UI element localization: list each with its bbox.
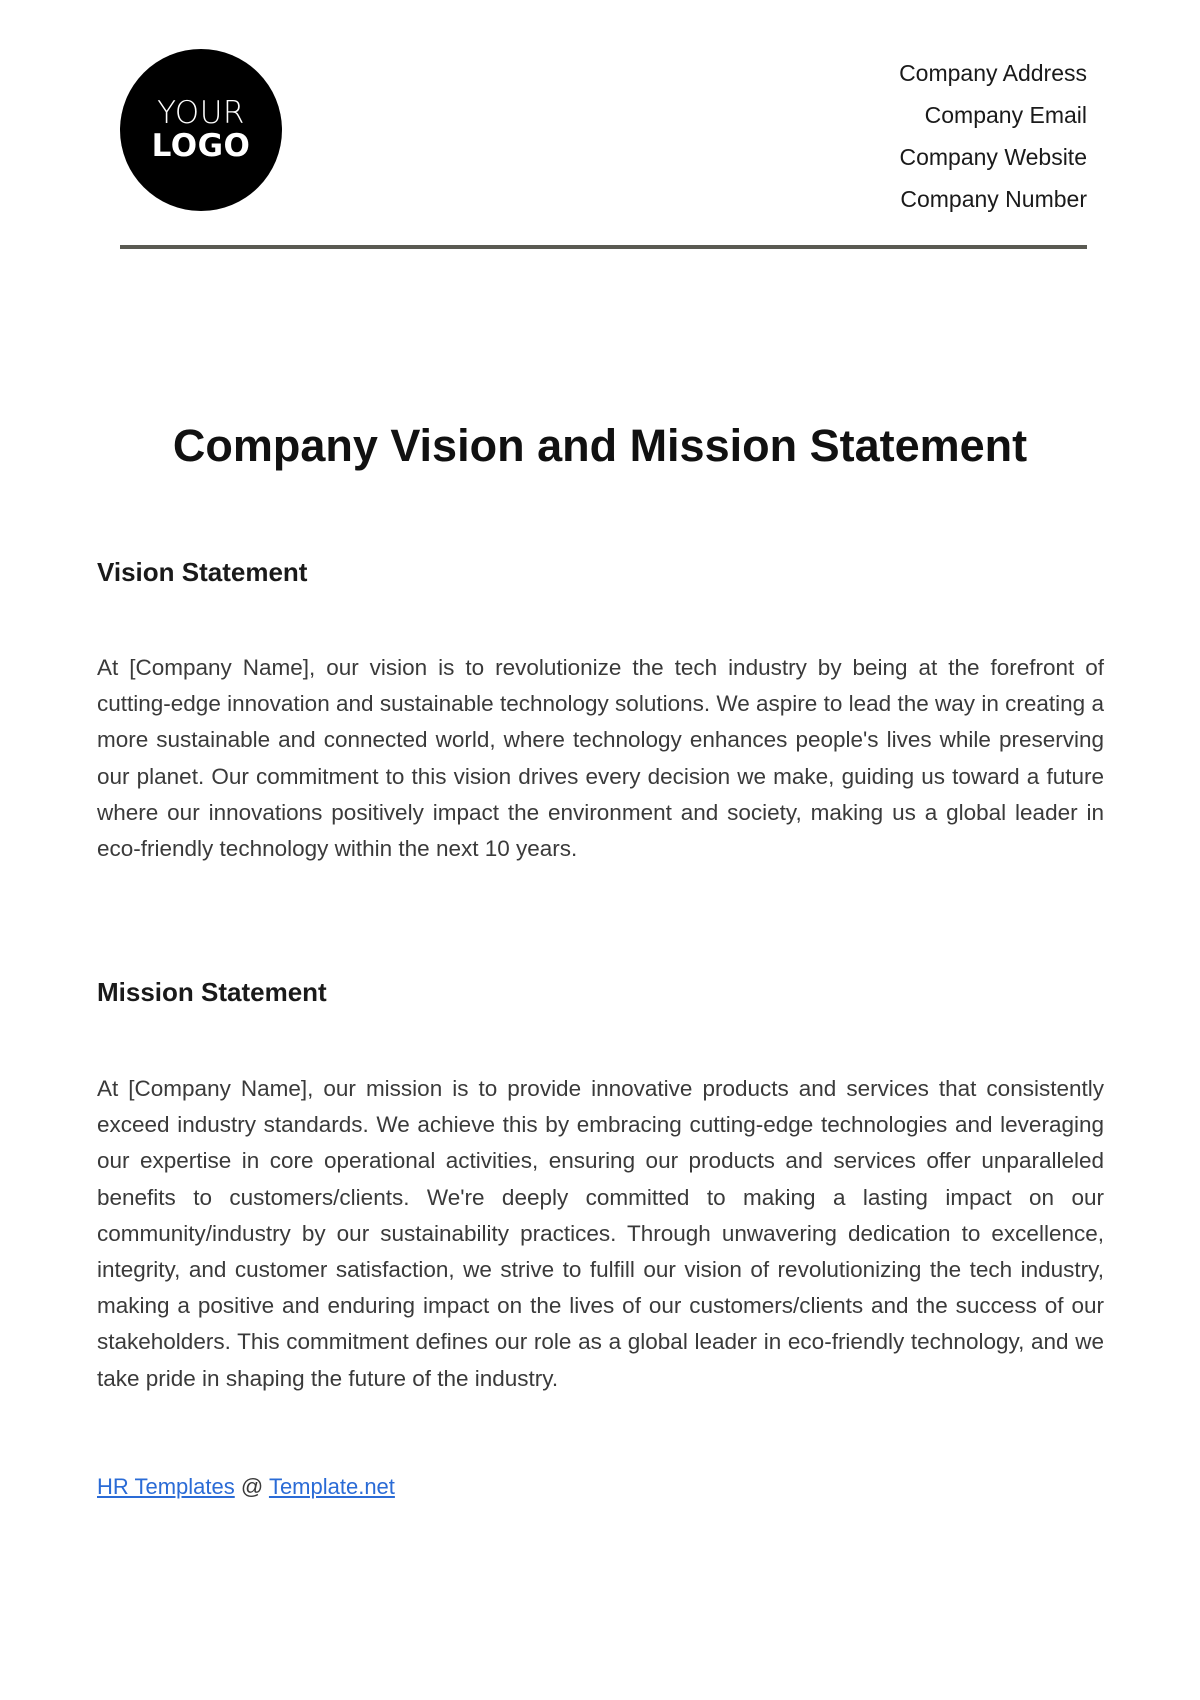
hr-templates-link[interactable]: HR Templates [97, 1474, 235, 1499]
footer-separator: @ [234, 1474, 269, 1499]
template-net-link[interactable]: Template.net [268, 1474, 395, 1499]
company-address: Company Address [899, 60, 1087, 86]
logo-text-top: YOUR [157, 95, 245, 132]
company-number: Company Number [900, 186, 1087, 212]
vision-heading: Vision Statement [97, 557, 308, 587]
mission-heading: Mission Statement [97, 977, 327, 1007]
company-website: Company Website [899, 144, 1087, 170]
company-logo [120, 49, 282, 211]
footer-credit [97, 1472, 395, 1502]
vision-paragraph: At [Company Name], our vision is to revolutionize the tech industry by being at the forefront of cutting-edge innovation and sustainable technology solutions. We aspire to lead the way in creating a more sustainable and connected world, where technology enhances people's lives while preserving our planet. Our commitment to this vision drives every decision we make, guiding us toward a future where our innovations positively impact the environment and society, making us a global leader in eco-friendly technology within the next 10 years. [97, 655, 1104, 862]
company-contact-block [899, 52, 1087, 220]
company-email: Company Email [924, 102, 1087, 128]
logo-text-bottom: LOGO [151, 128, 251, 164]
document-title: Company Vision and Mission Statement [172, 420, 1028, 471]
mission-paragraph: At [Company Name], our mission is to provide innovative products and services that consistently exceed industry standards. We achieve this by embracing cutting-edge technologies and leveraging our expertise in core operational activities, ensuring our products and services offer unparalleled benefits to customers/clients. We're deeply committed to making a lasting impact on our community/industry by our sustainability practices. Through unwavering dedication to excellence, integrity, and customer satisfaction, we strive to fulfill our vision of revolutionizing the tech industry, making a positive and enduring impact on the lives of our customers/clients and the success of our stakeholders. This commitment defines our role as a global leader in eco-friendly technology, and we take pride in shaping the future of the industry. [97, 1076, 1104, 1391]
header-divider [120, 245, 1087, 249]
